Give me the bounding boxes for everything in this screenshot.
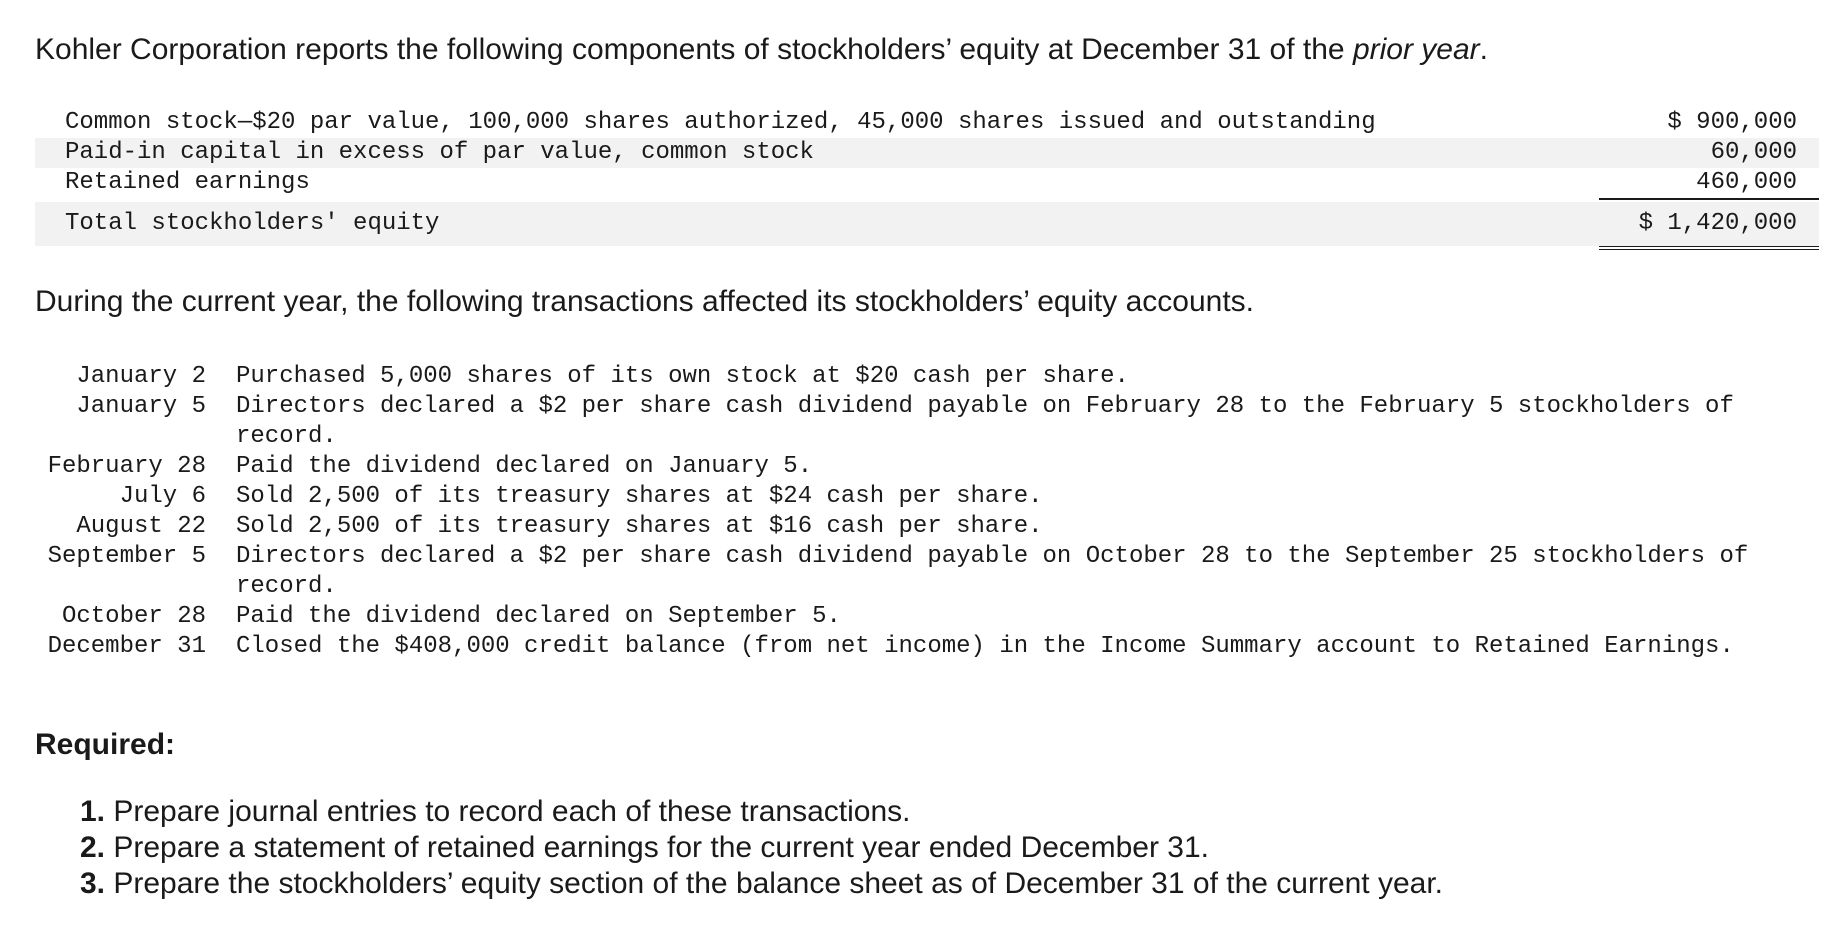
- required-item-number: 2.: [80, 831, 106, 864]
- transaction-description: Directors declared a $2 per share cash dividend payable on October 28 to the September 25 stockholders of record.: [236, 543, 1749, 600]
- intro-period: .: [1479, 33, 1488, 66]
- equity-row-amount: 60,000: [1710, 139, 1797, 166]
- transaction-row: [35, 392, 1825, 452]
- required-item: [80, 866, 1443, 902]
- transaction-description: Paid the dividend declared on September 5.: [236, 603, 841, 630]
- intro-text: Kohler Corporation reports the following components of stockholders’ equity at December 31 of the: [35, 33, 1353, 66]
- transaction-row: [35, 602, 1825, 632]
- equity-row-common-stock: [35, 108, 1819, 138]
- intro-emphasis: prior year: [1352, 33, 1480, 66]
- equity-row-amount: $ 900,000: [1667, 109, 1797, 136]
- transaction-date: January 2: [76, 363, 206, 390]
- transaction-date: February 28: [47, 453, 206, 480]
- equity-row-retained-earnings: [35, 168, 1819, 198]
- equity-row-total: [35, 202, 1819, 246]
- transaction-description: Closed the $408,000 credit balance (from net income) in the Income Summary account to Retained Earnings.: [236, 633, 1734, 660]
- during-paragraph: During the current year, the following transactions affected its stockholders’ equity accounts.: [35, 285, 1254, 318]
- transaction-row: [35, 632, 1825, 662]
- required-item: [80, 794, 1443, 830]
- transaction-row: [35, 362, 1825, 392]
- required-item-text: Prepare journal entries to record each of these transactions.: [105, 795, 911, 828]
- required-heading: Required:: [35, 728, 176, 761]
- transaction-row: [35, 482, 1825, 512]
- equity-row-amount: 460,000: [1696, 169, 1797, 196]
- equity-row-label: Paid-in capital in excess of par value, common stock: [65, 139, 814, 166]
- transaction-row: [35, 542, 1825, 602]
- transaction-description: Sold 2,500 of its treasury shares at $16 cash per share.: [236, 513, 1043, 540]
- transaction-description: Sold 2,500 of its treasury shares at $24 cash per share.: [236, 483, 1043, 510]
- required-item-number: 1.: [80, 795, 106, 828]
- transaction-description: Directors declared a $2 per share cash dividend payable on February 28 to the February 5 stockholders of record.: [236, 393, 1734, 450]
- transaction-date: July 6: [119, 483, 206, 510]
- transaction-row: [35, 452, 1825, 482]
- transaction-date: August 22: [76, 513, 206, 540]
- equity-row-paid-in-capital: [35, 138, 1819, 168]
- required-item-text: Prepare the stockholders’ equity section of the balance sheet as of December 31 of the current year.: [105, 867, 1444, 900]
- transaction-row: [35, 512, 1825, 542]
- transaction-date: December 31: [47, 633, 206, 660]
- equity-table: [35, 108, 1819, 246]
- required-list: [80, 794, 1443, 902]
- intro-paragraph: [35, 32, 1488, 68]
- equity-row-label: Common stock—$20 par value, 100,000 shares authorized, 45,000 shares issued and outstanding: [65, 109, 1376, 136]
- transaction-date: September 5: [47, 543, 206, 570]
- required-item-number: 3.: [80, 867, 106, 900]
- required-item: [80, 830, 1443, 866]
- transactions-list: [35, 362, 1825, 662]
- equity-row-label: Retained earnings: [65, 169, 310, 196]
- transaction-date: October 28: [61, 603, 206, 630]
- equity-total-amount: $ 1,420,000: [1638, 210, 1797, 237]
- equity-total-label: Total stockholders' equity: [65, 210, 440, 237]
- transaction-date: January 5: [76, 393, 206, 420]
- required-item-text: Prepare a statement of retained earnings for the current year ended December 31.: [105, 831, 1209, 864]
- transaction-description: Purchased 5,000 shares of its own stock at $20 cash per share.: [236, 363, 1129, 390]
- transaction-description: Paid the dividend declared on January 5.: [236, 453, 813, 480]
